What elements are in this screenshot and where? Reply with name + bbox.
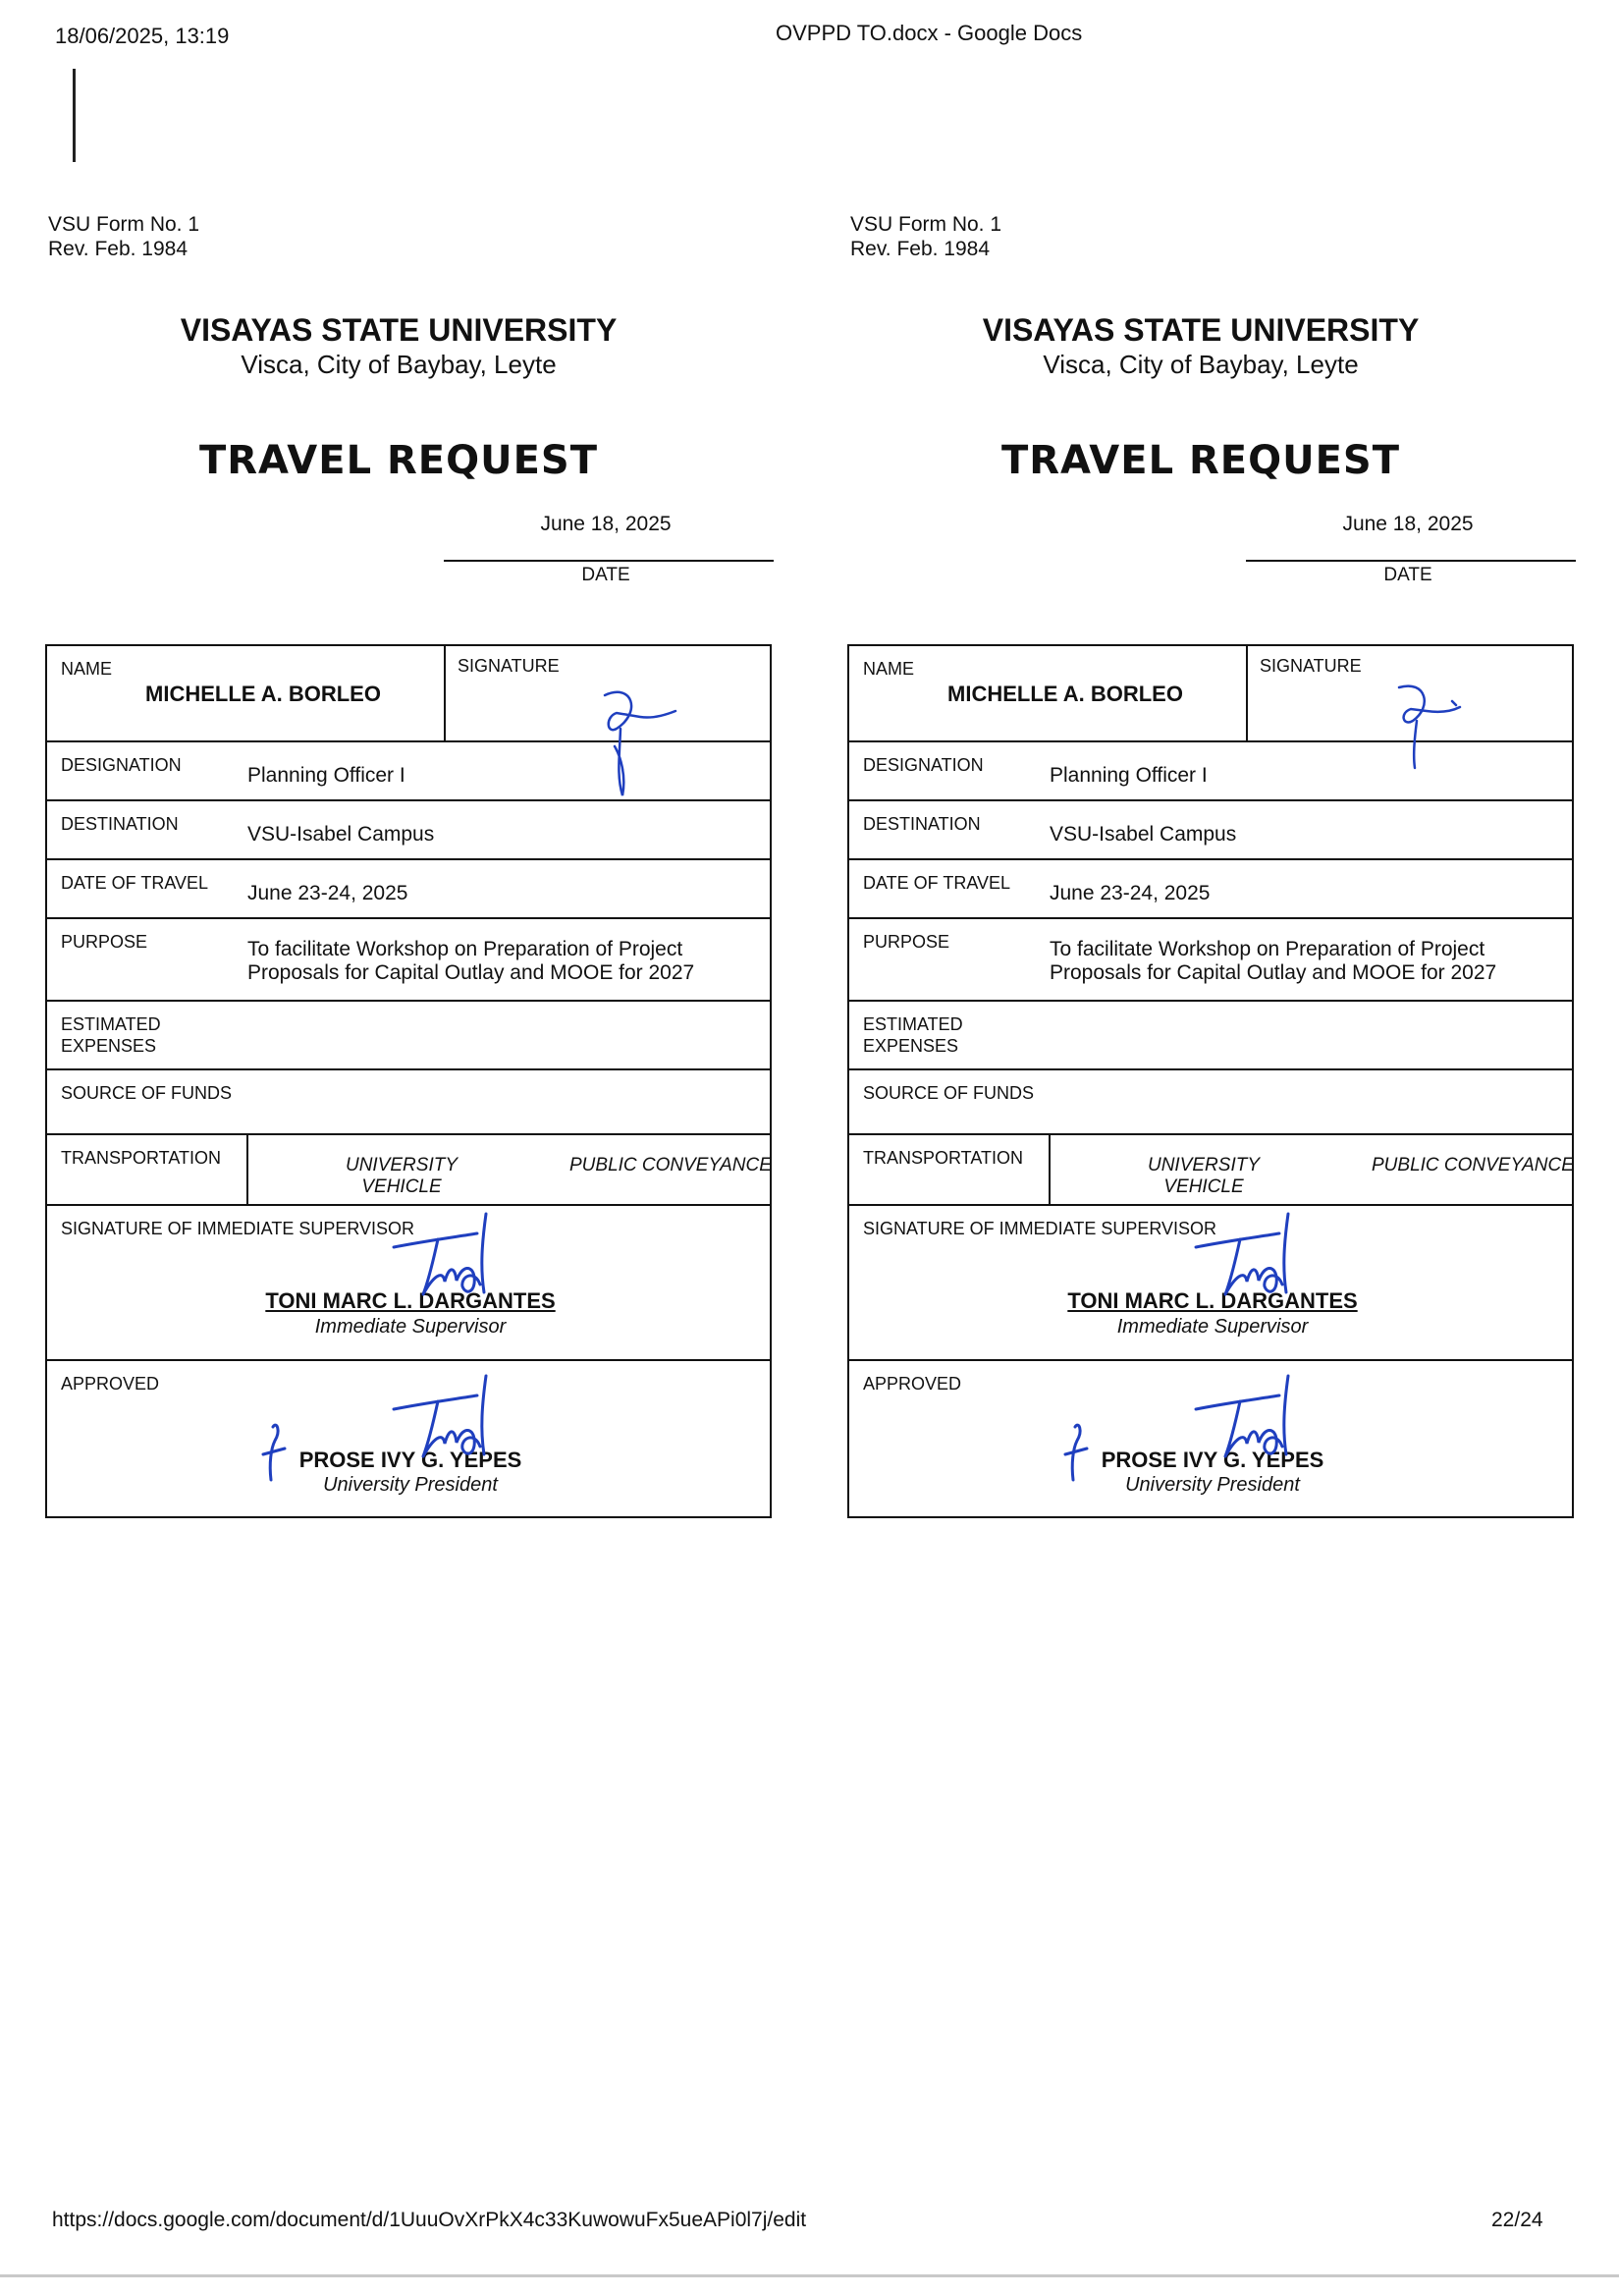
destination-label: DESTINATION [61, 814, 179, 834]
supervisor-role: Immediate Supervisor [1116, 1316, 1309, 1338]
form-title: TRAVEL REQUEST [198, 438, 599, 483]
date-underline [1246, 560, 1576, 562]
request-date: June 18, 2025 [540, 513, 672, 535]
approver-role: University President [1125, 1474, 1300, 1496]
university-address: Visca, City of Baybay, Leyte [1043, 350, 1359, 379]
purpose-line-1: To facilitate Workshop on Preparation of Project [247, 938, 683, 960]
request-date: June 18, 2025 [1342, 513, 1474, 535]
print-url: https://docs.google.com/document/d/1UuuOvXrPkX4c33KuwowuFx5ueAPi0l7j/edit [52, 2209, 807, 2231]
date-underline [444, 560, 774, 562]
estimated-label-line-1: ESTIMATED [863, 1014, 963, 1034]
destination-row [47, 801, 770, 860]
approved-label: APPROVED [863, 1374, 962, 1394]
estimated-expenses-row [849, 1002, 1572, 1070]
approved-label: APPROVED [61, 1374, 160, 1394]
supervisor-name: TONI MARC L. DARGANTES [1067, 1288, 1358, 1313]
form-title: TRAVEL REQUEST [1000, 438, 1401, 483]
transportation-row [47, 1135, 770, 1206]
signature-label: SIGNATURE [458, 656, 560, 676]
destination-value: VSU-Isabel Campus [1050, 823, 1237, 846]
estimated-expenses-label [61, 1013, 161, 1057]
source-of-funds-label: SOURCE OF FUNDS [61, 1083, 233, 1103]
initials-mark-icon [259, 1419, 289, 1488]
university-name: VISAYAS STATE UNIVERSITY [180, 312, 618, 348]
designation-label: DESIGNATION [61, 755, 182, 775]
name-label: NAME [61, 659, 113, 679]
form-no-text: VSU Form No. 1 [48, 213, 200, 236]
supervisor-signature-icon [384, 1208, 512, 1316]
date-of-travel-row [849, 860, 1572, 919]
purpose-label: PURPOSE [61, 932, 148, 952]
supervisor-signature-icon [1186, 1208, 1314, 1316]
travel-request-form-copy-1 [45, 0, 772, 1532]
form-no-text: VSU Form No. 1 [850, 213, 1002, 236]
travel-request-form-copy-2 [847, 0, 1574, 1532]
signature-label: SIGNATURE [1260, 656, 1362, 676]
public-conveyance-option: PUBLIC CONVEYANCE [1372, 1155, 1574, 1175]
print-document-title: OVPPD TO.docx - Google Docs [776, 21, 1083, 45]
estimated-label-line-2: EXPENSES [61, 1036, 157, 1056]
estimated-expenses-label [863, 1013, 963, 1057]
approver-name: PROSE IVY G. YEPES [1101, 1448, 1324, 1472]
date-of-travel-label: DATE OF TRAVEL [61, 873, 209, 893]
designation-value: Planning Officer I [1050, 764, 1208, 787]
purpose-line-2: Proposals for Capital Outlay and MOOE for 2027 [1050, 961, 1497, 984]
purpose-line-1: To facilitate Workshop on Preparation of Project [1050, 938, 1485, 960]
university-vehicle-line-2: VEHICLE [361, 1176, 442, 1197]
source-of-funds-label: SOURCE OF FUNDS [863, 1083, 1035, 1103]
approver-signature-icon [1186, 1370, 1314, 1478]
print-timestamp: 18/06/2025, 13:19 [55, 24, 230, 48]
date-of-travel-value: June 23-24, 2025 [1050, 882, 1211, 904]
supervisor-signature-label: SIGNATURE OF IMMEDIATE SUPERVISOR [61, 1219, 415, 1238]
supervisor-signature-label: SIGNATURE OF IMMEDIATE SUPERVISOR [863, 1219, 1217, 1238]
transportation-divider [246, 1135, 248, 1204]
university-vehicle-option [318, 1155, 485, 1198]
public-conveyance-option: PUBLIC CONVEYANCE [569, 1155, 772, 1175]
form-revision-text: Rev. Feb. 1984 [850, 238, 991, 260]
purpose-row [849, 919, 1572, 1002]
transportation-label: TRANSPORTATION [863, 1148, 1024, 1168]
transportation-row [849, 1135, 1572, 1206]
name-value: MICHELLE A. BORLEO [145, 682, 381, 706]
print-page-counter: 22/24 [1491, 2209, 1543, 2231]
designation-value: Planning Officer I [247, 764, 405, 787]
approver-signature-icon [384, 1370, 512, 1478]
supervisor-name: TONI MARC L. DARGANTES [265, 1288, 556, 1313]
form-number [850, 212, 1001, 261]
name-divider [444, 646, 446, 740]
supervisor-role: Immediate Supervisor [314, 1316, 507, 1338]
source-of-funds-row [47, 1070, 770, 1135]
designation-label: DESIGNATION [863, 755, 984, 775]
destination-label: DESTINATION [863, 814, 981, 834]
university-vehicle-line-1: UNIVERSITY [1147, 1155, 1261, 1175]
university-address: Visca, City of Baybay, Leyte [241, 350, 557, 379]
destination-row [849, 801, 1572, 860]
purpose-row [47, 919, 770, 1002]
transportation-divider [1049, 1135, 1051, 1204]
initials-mark-icon [1061, 1419, 1091, 1488]
approver-role: University President [323, 1474, 498, 1496]
name-divider [1246, 646, 1248, 740]
date-caption: DATE [581, 565, 630, 585]
form-number [48, 212, 199, 261]
university-name: VISAYAS STATE UNIVERSITY [982, 312, 1420, 348]
date-of-travel-value: June 23-24, 2025 [247, 882, 408, 904]
date-of-travel-row [47, 860, 770, 919]
destination-value: VSU-Isabel Campus [247, 823, 435, 846]
transportation-label: TRANSPORTATION [61, 1148, 222, 1168]
date-of-travel-label: DATE OF TRAVEL [863, 873, 1011, 893]
purpose-label: PURPOSE [863, 932, 950, 952]
name-label: NAME [863, 659, 915, 679]
estimated-label-line-1: ESTIMATED [61, 1014, 161, 1034]
date-caption: DATE [1383, 565, 1432, 585]
estimated-expenses-row [47, 1002, 770, 1070]
requester-signature-icon [1358, 678, 1505, 786]
name-value: MICHELLE A. BORLEO [947, 682, 1183, 706]
estimated-label-line-2: EXPENSES [863, 1036, 959, 1056]
purpose-value [247, 938, 694, 985]
source-of-funds-row [849, 1070, 1572, 1135]
requester-signature-icon [556, 678, 703, 805]
purpose-line-2: Proposals for Capital Outlay and MOOE for 2027 [247, 961, 695, 984]
university-vehicle-option [1120, 1155, 1287, 1198]
page-bottom-edge [0, 2274, 1619, 2277]
approver-name: PROSE IVY G. YEPES [298, 1448, 522, 1472]
university-vehicle-line-1: UNIVERSITY [345, 1155, 459, 1175]
form-revision-text: Rev. Feb. 1984 [48, 238, 189, 260]
purpose-value [1050, 938, 1496, 985]
university-vehicle-line-2: VEHICLE [1163, 1176, 1244, 1197]
